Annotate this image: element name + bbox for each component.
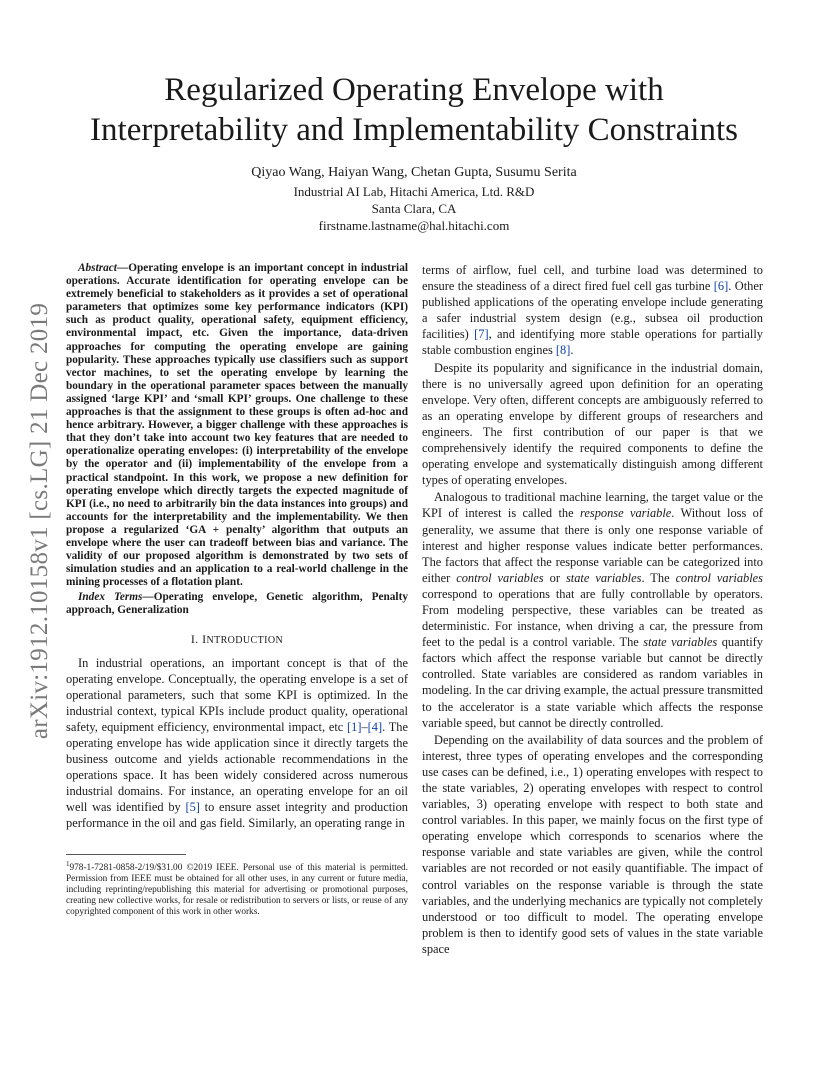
left-column <box>66 262 408 919</box>
text-run: quantify factors which affect the response variable but cannot be directly controlled. State variables are considered as random variables in modeling. In the car driving example, the actual pressure transmitted to the accelerator is a state variable which affects the response variable speed, but cannot be directly controlled. <box>422 635 764 730</box>
section-heading <box>66 631 408 649</box>
paragraph-definition: Despite its popularity and significance in the industrial domain, there is no universally agreed upon definition for an operating envelope. Very often, different concepts are ambiguously referred to as an operating envelope by different groups of researchers and engineers. The first contribution of our paper is that we comprehensively identify the required components to define the operating envelope and systematically distinguish among different types of operating envelopes. <box>422 360 763 488</box>
right-column <box>422 262 763 957</box>
index-terms-lead: Index Terms <box>78 591 143 604</box>
citation-link[interactable]: [4] <box>367 719 383 734</box>
index-terms <box>66 591 408 617</box>
paper-title <box>40 70 788 150</box>
intro-paragraph <box>66 655 408 832</box>
term-control-variables: control variables <box>456 570 544 585</box>
paragraph-continued <box>422 262 763 359</box>
text-run: terms of airflow, fuel cell, and turbine load was determined to ensure the steadiness of a direct fired fuel cell gas turbine <box>422 263 763 294</box>
term-control-variables: control variables <box>675 570 763 585</box>
text-run: – <box>361 719 368 734</box>
text-run: . Other published applications of the operating envelope include generating a safer industrial system design (e.g., subsea oil production facilities) <box>422 279 763 342</box>
text-run: . Without loss of generality, we assume that there is only one response variable of interest and higher response values indicate better performances. The factors that affect the response variable can be categorized into either <box>422 506 764 585</box>
footnote-mark: 1 <box>66 859 70 868</box>
text-run: to ensure asset integrity and production performance in the oil and gas field. Similarly, an operating range in <box>66 800 408 831</box>
citation-link[interactable]: [8] <box>555 343 571 358</box>
affiliation: Industrial AI Lab, Hitachi America, Ltd. R&D <box>293 184 535 199</box>
footnote <box>66 859 408 919</box>
arxiv-stamp-text: arXiv:1912.10158v1 [cs.LG] 21 Dec 2019 <box>26 302 53 740</box>
abstract-text: —Operating envelope is an important concept in industrial operations. Accurate identification for operating envelope can be extremely beneficial to stakeholders as it provides a set of operational parameters that optimizes some key performance indicators (KPI) such as product quality, operational safety, equipment efficiency, environmental impact, etc. Given the importance, data-driven approaches for computing the operating envelope are gaining popularity. These approaches typically use classifiers such as support vector machines, to set the operating envelope by learning the boundary in the operational parameter spaces between the manually assigned ‘large KPI’ and ‘small KPI’ groups. One challenge to these approaches is that the assignment to these groups is often ad-hoc and hence arbitrary. However, a bigger challenge with these approaches is that they don’t take into account two key features that are needed to operationalize operating envelopes: (i) interpretability of the envelope by the operator and (ii) implementability of the envelope from a practical standpoint. In this work, we propose a new definition for operating envelope which directly targets the expected magnitude of KPI (i.e., no need to arbitrarily bin the data instances into groups) and accounts for the interpretability and the implementability. We then propose a regularized ‘GA + penalty’ algorithm that outputs an envelope where the user can tradeoff between bias and variance. The validity of our proposed algorithm is demonstrated by two sets of simulation studies and an application to a real-world challenge in the mining processes of a flotation plant. <box>66 262 408 589</box>
abstract-lead: Abstract <box>78 262 117 274</box>
footnote-text: 978-1-7281-0858-2/19/$31.00 ©2019 IEEE. Personal use of this material is permitted. Permission from IEEE must be obtained for all other uses, in any current or future media, including reprinting/republishing this material for advertising or promotional purposes, creating new collective works, for resale or redistribution to servers or lists, or reuse of any copyrighted component of this work in other works. <box>66 862 408 918</box>
text-run: . The operating envelope has wide application since it directly targets the business outcome and yields actionable recommendations in the operations space. It has been widely considered across numerous industrial domains. For instance, an operating envelope for an oil well was identified by <box>66 719 408 815</box>
title-line-1: Regularized Operating Envelope with <box>164 72 664 108</box>
text-run: . <box>570 343 574 358</box>
citation-link[interactable]: [5] <box>185 800 200 815</box>
location: Santa Clara, CA <box>371 201 457 216</box>
section-number: I. <box>190 631 203 646</box>
section-title-first: I <box>202 631 207 646</box>
citation-link[interactable]: [7] <box>474 327 489 342</box>
footnote-rule <box>66 854 186 855</box>
term-response-variable: response variable <box>580 506 672 521</box>
text-run: , and identifying more stable operations for partially stable combustion engines <box>422 327 763 358</box>
text-run: correspond to operations that are fully controllable by operators. From modeling perspective, these variables can be treated as deterministic. For instance, when driving a car, the pressure from feet to the pedal is a control variable. The <box>422 586 763 650</box>
citation-link[interactable]: [1] <box>347 719 362 734</box>
paragraph-envelope-types: Depending on the availability of data sources and the problem of interest, three types of operating envelopes and the corresponding use cases can be defined, i.e., 1) operating envelopes with respect to the state variables, 2) operating envelopes with respect to control variables, 3) operating envelope with respect to both state and control variables. In this paper, we mainly focus on the first type of operating envelope which corresponds to scenarios where the response variable and state variables are given, while the control variables are not recorded or not easily quantifiable. The impact of control variables on the response variable is through the state variables, and the underlying mechanics are typically not completely understood or too difficult to model. The operating envelope problem is then to identify good sets of values in the state variable space <box>422 732 763 956</box>
text-run: . The <box>641 570 676 585</box>
email: firstname.lastname@hal.hitachi.com <box>318 218 510 233</box>
author-list: Qiyao Wang, Haiyan Wang, Chetan Gupta, Susumu Serita <box>251 165 577 180</box>
text-run: In industrial operations, an important concept is that of the operating envelope. Conceptually, the operating envelope is a set of operational parameters, such that some KPI is optimized. In the industrial context, typical KPIs include product quality, operational safety, equipment efficiency, environmental impact, etc <box>66 655 408 734</box>
text-run: Analogous to traditional machine learning, the target value or the KPI of interest is called the <box>422 490 763 521</box>
term-state-variables: state variables <box>643 635 718 650</box>
term-state-variables: state variables <box>565 570 642 585</box>
arxiv-stamp <box>18 286 62 756</box>
abstract <box>66 262 408 589</box>
paragraph-variables <box>422 489 763 730</box>
section-title-rest: NTRODUCTION <box>206 634 284 646</box>
citation-link[interactable]: [6] <box>713 279 729 294</box>
text-run: or <box>543 570 566 585</box>
title-line-2: Interpretability and Implementability Constraints <box>90 112 738 148</box>
index-terms-text: —Operating envelope, Genetic algorithm, Penalty approach, Generalization <box>66 591 408 617</box>
